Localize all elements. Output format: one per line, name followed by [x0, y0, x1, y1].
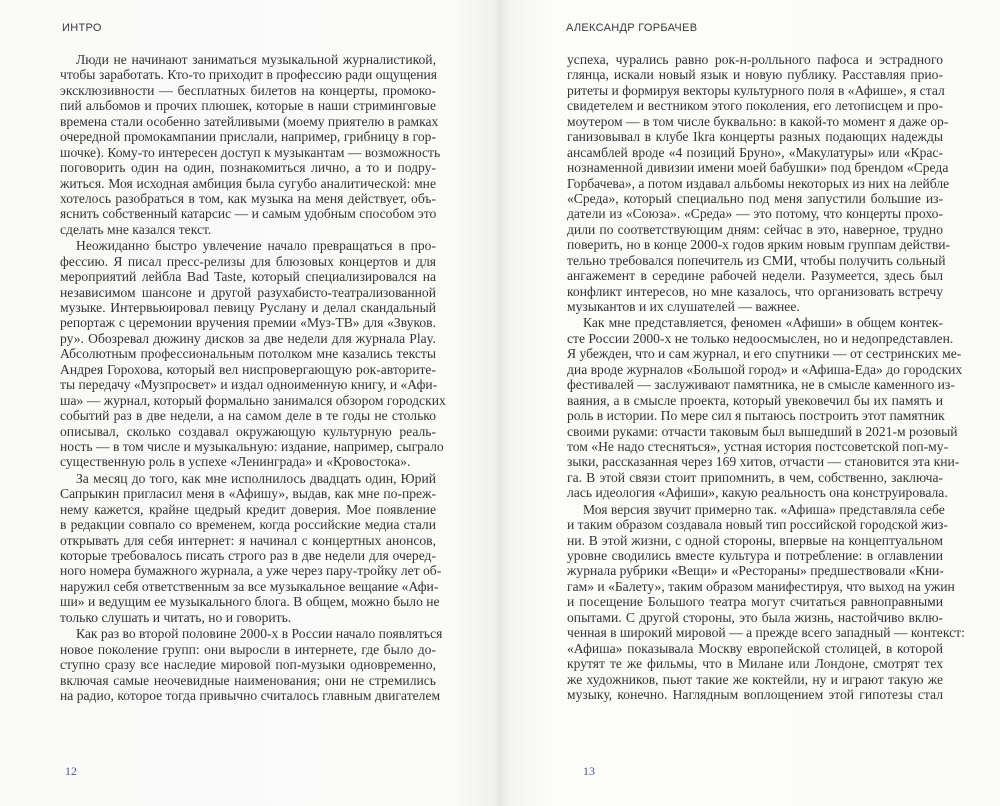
- text-line: нознаменной дивизии имени моей бабушки» под брендом «Среда: [567, 160, 949, 176]
- text-line: поговорить один на один, познакомиться лично, а то и подру-: [60, 160, 436, 176]
- text-line: ангажемент в середине рабочей недели. Разумеется, здесь был: [567, 268, 943, 284]
- text-line: ганизовывал в клубе Ikra концерты разных подающих надежды: [567, 129, 943, 145]
- text-line: диа вроде журналов «Большой город» и «Афиша-Еда» до городских: [567, 361, 963, 377]
- text-line: ступно сразу все наследие мировой поп-музыки одновременно,: [60, 657, 436, 673]
- text-line: фессию. Я писал пресс-релизы для блюзовых концертов и для: [60, 253, 436, 269]
- text-line: дили по соответствующим дням: сейчас в это, наверное, трудно: [567, 221, 943, 237]
- text-line: конфликт интересов, но мне казалось, что организовать встречу: [567, 283, 943, 299]
- paragraph: [60, 238, 446, 470]
- text-line: открывать для себя интернет: я начинал с концертных анонсов,: [60, 532, 436, 548]
- text-line: репортаж с церемонии вручения премии «Муз-ТВ» для «Звуков.: [60, 315, 436, 331]
- text-line: Люди не начинают заниматься музыкальной журналистикой,: [76, 52, 436, 67]
- text-line: Абсолютным профессиональным потолком мне казались тексты: [60, 346, 436, 362]
- paragraph: [567, 501, 965, 703]
- text-line: зыки, рассказанная через 169 хитов, отчасти — становится эта кни-: [567, 454, 960, 470]
- text-line: независимом шансоне и другой разухабисто-театрализованной: [60, 284, 436, 300]
- text-line: опытами. С другой стороны, это была жизнь, настойчиво вклю-: [567, 609, 943, 625]
- text-line: чтобы заработать. Кто-то приходит в профессию ради ощущения: [60, 67, 438, 83]
- text-line: Сапрыкин пригласил меня в «Афишу», выдав, как мне по-преж-: [60, 486, 436, 502]
- text-line: шочке). Кому-то интересен доступ к музыкантам — возможность: [60, 144, 441, 160]
- text-line: ша» — журнал, который формально занимался обзором городских: [60, 392, 446, 408]
- text-line: «Афиша» показывала Москву европейской столицей, в которой: [567, 640, 943, 656]
- text-line: эксклюзивности — бесплатных билетов на концерты, промоко-: [60, 82, 436, 98]
- paragraph: [60, 52, 441, 237]
- text-line: Как мне представляется, феномен «Афиши» в общем контек-: [583, 315, 943, 331]
- text-line: тельно требовался попечитель из СМИ, чтобы получить сольный: [567, 252, 946, 268]
- text-line: моутером — в том числе буквально: в какой-то момент я даже ор-: [567, 113, 949, 129]
- text-line: нему кажется, крайне щедрый кредит доверия. Мое появление: [60, 501, 436, 517]
- text-line: существенную роль в успехе «Ленинграда» и «Кровостока».: [60, 454, 411, 470]
- text-line: Как раз во второй половине 2000-х в России начало появляться: [76, 626, 443, 642]
- running-head: АЛЕКСАНДР ГОРБАЧЕВ: [566, 22, 698, 34]
- text-line: ность — в том числе и музыкальную: издание, например, сыграло: [60, 438, 444, 454]
- text-line: крутят те же фильмы, что в Милане или Лондоне, смотрят тех: [567, 656, 943, 672]
- text-line: и таким образом создавала новый тип российской городской жиз-: [567, 517, 948, 533]
- text-line: яснить собственный катарсис — и самым удобным способом это: [60, 206, 437, 222]
- text-line: сте России 2000-х не только недоосмыслен, но и недопредставлен.: [567, 330, 954, 346]
- text-line: ченная в широкий мировой — а прежде всего западный — контекст:: [567, 625, 965, 641]
- text-line: же художников, пьют такие же коктейли, ну и играют такую же: [567, 671, 943, 687]
- text-line: музыку, конечно. Наглядным воплощением этой гипотезы стал: [567, 686, 943, 702]
- text-line: Андрея Горохова, который вел ниспровергающую рок-авторите-: [60, 361, 436, 377]
- text-line: свидетелем и вестником этого поколения, его летописцем и про-: [567, 98, 943, 114]
- text-line: которые требовалось писать строго раз в две недели для очеред-: [60, 548, 436, 563]
- text-line: уровне сводились вместе культура и потребление: в оглавлении: [567, 548, 943, 563]
- text-line: ру». Обозревал дюжину дисков за две недели для журнала Play.: [60, 330, 436, 346]
- text-line: За месяц до того, как мне исполнилось двадцать один, Юрий: [76, 470, 436, 486]
- text-line: «Среда», который специально под меня запустили большие из-: [567, 190, 943, 206]
- text-line: ритеты и формируя векторы культурного поля в «Афише», я стал: [567, 82, 945, 98]
- paragraph: [60, 470, 442, 625]
- text-line: музыке. Интервьюировал певицу Руслану и делал скандальный: [60, 300, 436, 315]
- text-line: новое поколение групп: они выросли в интернете, где было до-: [60, 641, 436, 657]
- text-line: том «Не надо стесняться», устная история постсоветской поп-му-: [567, 438, 949, 454]
- text-line: поверить, но в конце 2000-х годов ярким новым группам действи-: [567, 237, 951, 253]
- text-line: журнала рубрики «Вещи» и «Рестораны» предшествовали «Кни-: [567, 563, 944, 579]
- text-line: лась идеология «Афиши», какую реальность она конструировала.: [567, 485, 948, 501]
- text-line: ши» и ведущим ее музыкального блога. В общем, можно было не: [60, 594, 440, 610]
- text-line: событий раз в две недели, а на самом деле в те годы не столько: [60, 408, 436, 424]
- text-line: на радио, которое тогда привычно считалось главным двигателем: [60, 687, 441, 703]
- text-line: только слушать и читать, но и говорить.: [60, 609, 292, 625]
- text-line: ваяния, а в смысле проекта, который увековечил бы их память и: [567, 392, 943, 408]
- paragraph: [567, 315, 963, 501]
- paragraph: [567, 52, 951, 314]
- text-line: ансамблей вроде «4 позиций Бруно», «Макулатуры» или «Крас-: [567, 144, 943, 160]
- text-line: пий альбомов и прочих плюшек, которые в наши стриминговые: [60, 98, 436, 114]
- text-line: Горбачева», а потом издавал альбомы некоторых из них на лейбле: [567, 175, 950, 191]
- text-line: музыкантов и их слушателей — важнее.: [567, 299, 800, 314]
- right-page: [500, 0, 1000, 806]
- text-line: житься. Моя исходная амбиция была сугубо аналитической: мне: [60, 175, 436, 191]
- text-line: описывал, сколько создавал окружающую культурную реаль-: [60, 423, 436, 439]
- text-line: в редакции совпало со временем, когда российские медиа стали: [60, 517, 436, 533]
- text-line: сделать мне казался текст.: [60, 221, 212, 237]
- paragraph: [60, 626, 443, 703]
- text-line: роль в истории. По мере сил я пытаюсь построить этот памятник: [567, 408, 945, 424]
- text-line: Я убежден, что и сам журнал, и его спутники — от сестринских ме-: [567, 346, 962, 362]
- text-line: успеха, чурались равно рок-н-ролльного пафоса и эстрадного: [567, 52, 943, 67]
- text-line: ты передачу «Музпросвет» и издал одноименную книгу, и «Афи-: [60, 377, 438, 393]
- text-line: глянца, искали новый язык и новую публику. Расставляя прио-: [567, 67, 943, 83]
- text-line: и посещение Большого театра могут считаться равноправными: [567, 594, 943, 610]
- text-line: хотелось разобраться в том, как музыка на меня действует, объ-: [60, 190, 436, 206]
- text-line: фестивалей — заслуживают памятника, не в смысле каменного из-: [567, 377, 955, 393]
- text-line: своими руками: отчасти таковым был вышедший в 2021-м розовый: [567, 423, 958, 439]
- text-line: наружил себя ответственным за все музыкальное вещание «Афи-: [60, 578, 439, 594]
- running-head: ИНТРО: [62, 22, 102, 34]
- body-text: [60, 52, 446, 703]
- body-text: [567, 52, 965, 702]
- text-line: гам» и «Балету», таким образом манифестируя, что выход на ужин: [567, 578, 955, 594]
- text-line: ного номера бумажного журнала, а уже через пару-тройку лет об-: [60, 563, 442, 579]
- text-line: времена стали особенно затейливыми (моему приятелю в рамках: [60, 113, 439, 129]
- text-line: мероприятий лейбла Bad Taste, который специализировался на: [60, 269, 436, 285]
- text-line: очередной промокампании прислали, например, грибницу в гор-: [60, 129, 436, 145]
- text-line: включая самые неочевидные наименования; они не стремились: [60, 672, 436, 688]
- text-line: датели из «Союза». «Среда» — это потому, что концерты прохо-: [567, 206, 943, 222]
- text-line: ни. В этой жизни, с одной стороны, впервые на концептуальном: [567, 532, 943, 548]
- page-number: 13: [583, 764, 595, 778]
- page-number: 12: [65, 764, 77, 778]
- text-line: Неожиданно быстро увлечение начало превращаться в про-: [76, 238, 436, 254]
- text-line: га. В этой связи стоит припомнить, в чем, собственно, заключа-: [567, 469, 943, 485]
- text-line: Моя версия звучит примерно так. «Афиша» представляла себе: [583, 501, 945, 517]
